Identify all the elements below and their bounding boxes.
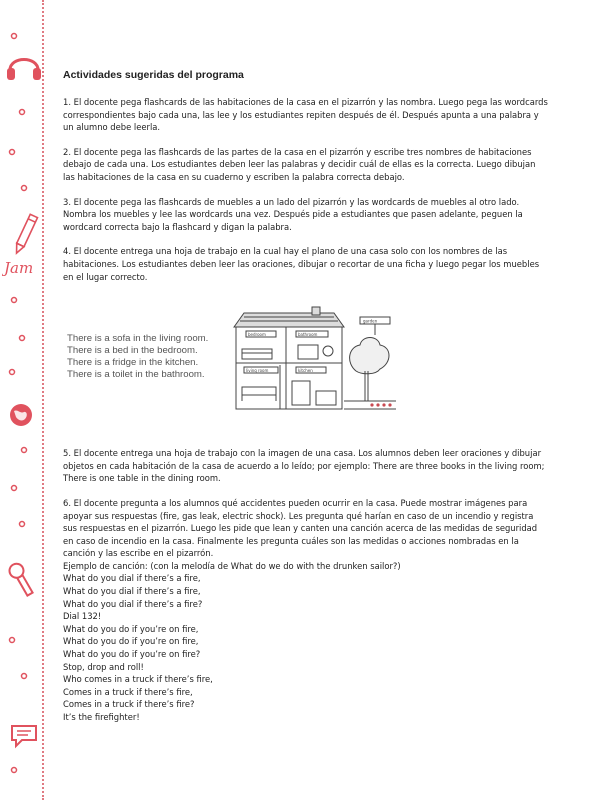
- house-illustration: [228, 305, 398, 415]
- worksheet-sentence: There is a bed in the bedroom.: [67, 345, 198, 357]
- worksheet-sentences: [67, 333, 208, 381]
- room-label: kitchen: [298, 368, 313, 374]
- song-lyrics: [63, 560, 548, 724]
- worksheet-figure: [63, 305, 548, 433]
- room-label: bedroom: [248, 332, 266, 338]
- song-line: What do you do if you’re on fire,: [63, 623, 199, 634]
- song-line: What do you do if you’re on fire?: [63, 649, 201, 660]
- decorative-sidebar: [0, 0, 48, 800]
- song-line: Comes in a truck if there’s fire,: [63, 686, 193, 697]
- song-line: What do you dial if there’s a fire,: [63, 573, 201, 584]
- song-line: Comes in a truck if there’s fire?: [63, 699, 195, 710]
- song-line: Ejemplo de canción: (con la melodía de What do we do with the drunken sailor?): [63, 560, 401, 571]
- jam-doodle-text: Jam: [4, 259, 34, 277]
- decorative-dots: [0, 0, 48, 800]
- worksheet-sentence: There is a sofa in the living room.: [67, 333, 209, 345]
- document-body: [63, 68, 548, 724]
- worksheet-sentence: There is a fridge in the kitchen.: [67, 357, 199, 369]
- worksheet-sentence: There is a toilet in the bathroom.: [67, 369, 205, 381]
- song-line: Stop, drop and roll!: [63, 661, 144, 672]
- activity-2: 2. El docente pega las flashcards de las partes de la casa en el pizarrón y escribe tres nombres de habitaciones debajo de cada una. Los estudiantes deben leer las palabras y decidir cuál de ellas es la correcta. Luego dibujan las habitaciones de la casa en su cuaderno y escriben la palabra correcta debajo.: [63, 146, 536, 182]
- page-title: Actividades sugeridas del programa: [63, 69, 244, 81]
- room-label: living room: [246, 368, 269, 374]
- room-label: bathroom: [298, 332, 318, 338]
- activity-3: 3. El docente pega las flashcards de muebles a un lado del pizarrón y las wordcards de muebles al otro lado. Nombra los muebles y lee las wordcards una vez. Después pide a estudiantes que pasen adelante, peguen la wordcard correcta bajo la flashcard y digan la palabra.: [63, 196, 523, 232]
- song-line: What do you dial if there’s a fire?: [63, 598, 203, 609]
- activity-6: 6. El docente pregunta a los alumnos qué accidentes pueden ocurrir en la casa. Puede mostrar imágenes para apoyar sus respuestas (fire, gas leak, electric shock). Les pregunta qué harían en caso de un incendio y registra sus respuestas en el pizarrón. Luego les pide que lean y canten una canción acerca de las medidas de seguridad en caso de incendio en la casa. Finalmente les pregunta cuáles son las medidas o acciones nombradas en la canción y las escribe en el pizarrón.: [63, 497, 538, 559]
- activity-1: 1. El docente pega flashcards de las habitaciones de la casa en el pizarrón y las nombra. Luego pega las wordcards correspondientes bajo cada una, las lee y los estudiantes repiten después de él. Después apunta a una palabra y un alumno debe leerla.: [63, 97, 548, 133]
- song-line: What do you do if you’re on fire,: [63, 636, 199, 647]
- song-line: Dial 132!: [63, 611, 102, 622]
- activity-5: 5. El docente entrega una hoja de trabajo con la imagen de una casa. Los alumnos deben leer oraciones y dibujar objetos en cada habitación de la casa de acuerdo a lo leído; por ejemplo: There are three books in the living room; There is one table in the dining room.: [63, 448, 545, 484]
- song-line: Who comes in a truck if there’s fire,: [63, 674, 213, 685]
- song-line: It’s the firefighter!: [63, 712, 140, 722]
- song-line: What do you dial if there’s a fire,: [63, 586, 201, 597]
- room-label: garden: [363, 318, 378, 324]
- activity-4: 4. El docente entrega una hoja de trabajo en la cual hay el plano de una casa solo con los nombres de las habitaciones. Los estudiantes deben leer las oraciones, dibujar o recortar de una ficha y luego pegar los muebles en el lugar correcto.: [63, 246, 540, 282]
